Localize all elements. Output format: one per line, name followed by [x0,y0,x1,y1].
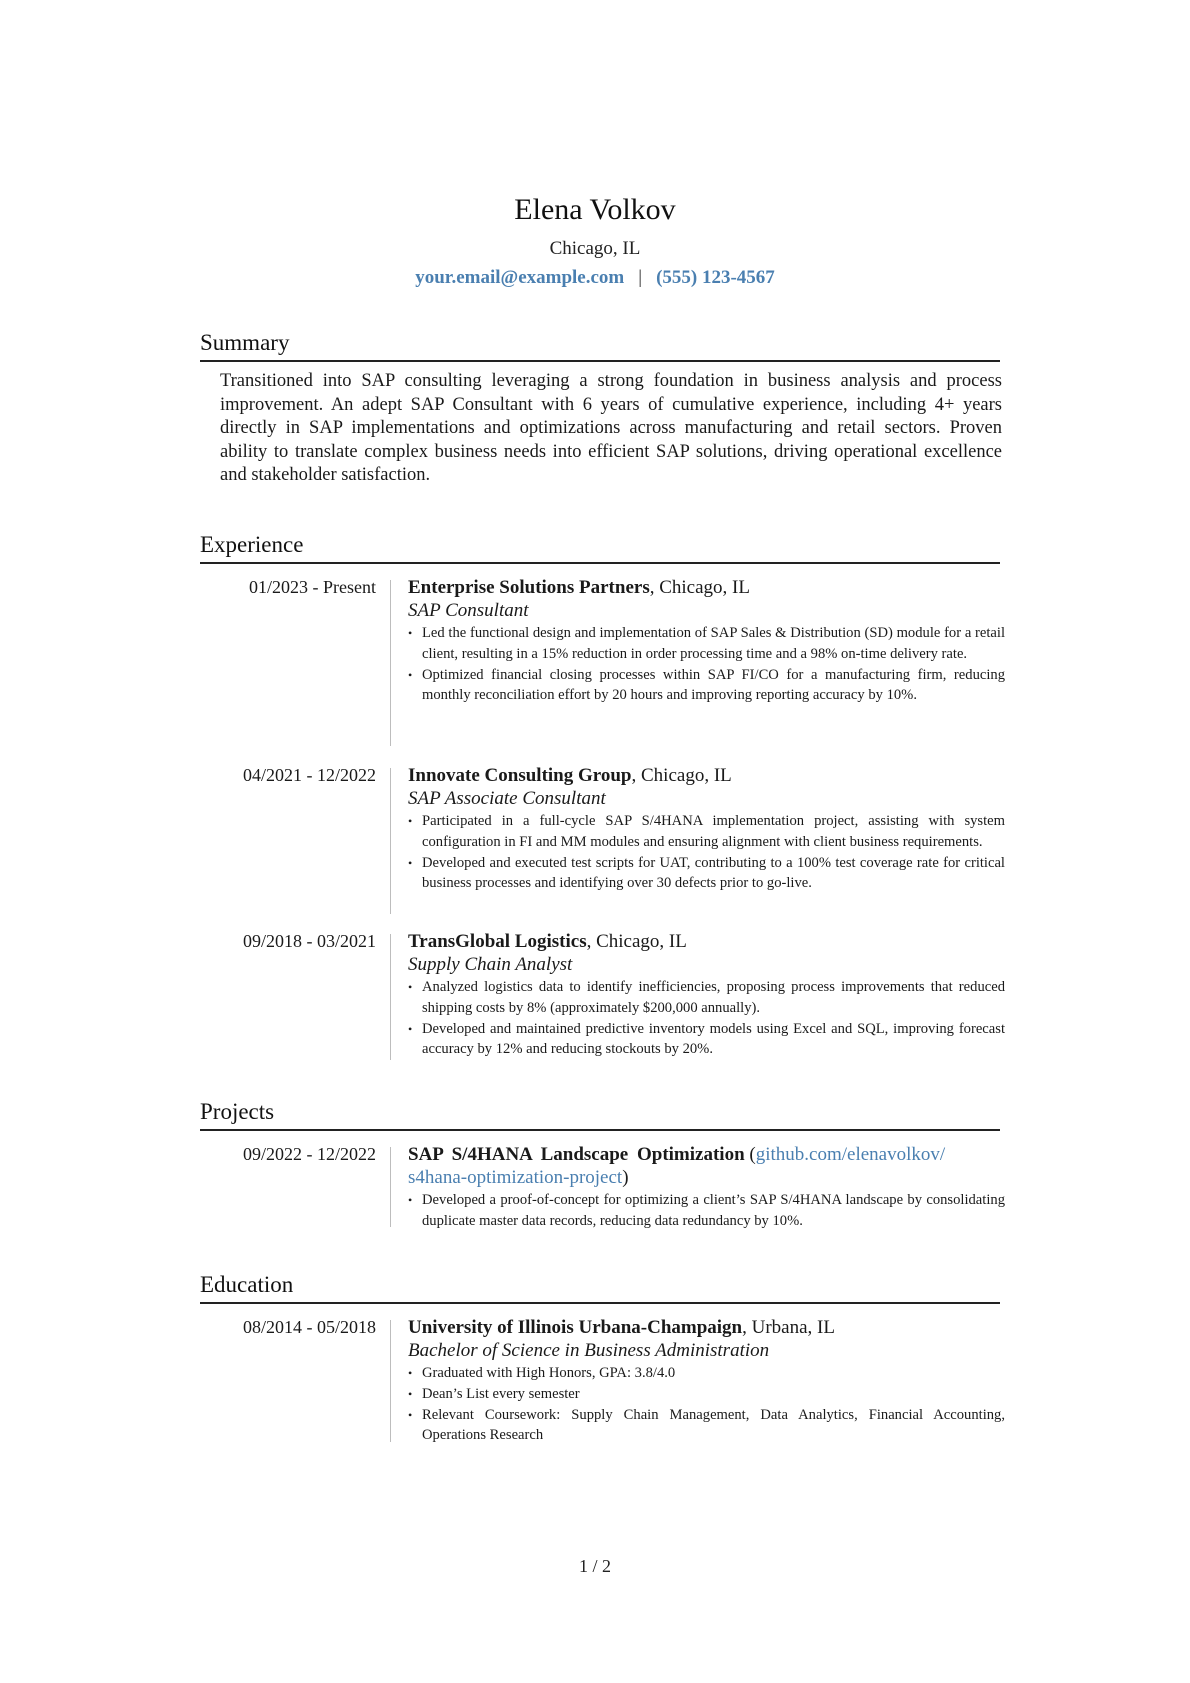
experience-entry [200,764,1005,914]
entry-body [408,1316,1005,1446]
project-link-open: ( [744,1144,756,1165]
entry-role: Supply Chain Analyst [408,954,573,975]
education-entry [200,1316,1005,1446]
entry-date: 01/2023 - Present [249,577,376,597]
candidate-name: Elena Volkov [514,193,676,226]
candidate-location: Chicago, IL [549,238,641,259]
entry-date: 09/2022 - 12/2022 [243,1144,376,1164]
entry-date: 08/2014 - 05/2018 [243,1317,376,1337]
project-name: SAP S/4HANA Landscape Optimization [408,1144,745,1165]
page-number: 1 / 2 [578,1556,611,1576]
resume-header [0,190,1190,292]
summary-text: Transitioned into SAP consulting leveraging a strong foundation in business analysis and process improvement. An adept SAP Consultant with 6 years of cumulative experience, including 4+ years directly in SAP implementations and optimizations across manufacturing and retail sectors. Proven ability to translate complex business needs into efficient SAP solutions, driving operational excellence and stakeholder satisfaction. [220,371,1002,485]
organization-name: Enterprise Solutions Partners [408,577,650,598]
entry-body [408,930,1005,1060]
school-location: , Urbana, IL [742,1317,835,1338]
project-title-line [408,1143,1005,1189]
bullet-item: • Dean’s List every semester [408,1384,1005,1405]
phone-link[interactable]: (555) 123-4567 [656,267,775,288]
entry-bullets [408,811,1005,894]
organization-location: , Chicago, IL [586,931,687,952]
organization-location: , Chicago, IL [649,577,750,598]
entry-organization [408,576,1005,599]
bullet-item: • Developed and executed test scripts for UAT, contributing to a 100% test coverage rate for critical business processes and identifying over 30 defects prior to go-live. [408,853,1005,895]
experience-heading: Experience [200,530,1000,564]
experience-entry [200,576,1005,746]
entry-date: 09/2018 - 03/2021 [243,931,376,951]
projects-heading: Projects [200,1097,1000,1131]
summary-heading: Summary [200,328,1000,362]
entry-bullets [408,1190,1005,1232]
entry-degree: Bachelor of Science in Business Administration [408,1340,770,1361]
bullet-item: • Graduated with High Honors, GPA: 3.8/4.0 [408,1363,1005,1384]
bullet-item: • Developed and maintained predictive inventory models using Excel and SQL, improving forecast accuracy by 12% and reducing stockouts by 20%. [408,1019,1005,1061]
education-heading: Education [200,1270,1000,1304]
project-entry [200,1143,1005,1243]
entry-organization [408,1316,1005,1339]
school-name: University of Illinois Urbana-Champaign [408,1317,743,1338]
entry-divider [390,1147,391,1227]
entry-body [408,576,1005,706]
entry-body [408,1143,1005,1232]
bullet-item: • Analyzed logistics data to identify inefficiencies, proposing process improvements that reduced shipping costs by 8% (approximately $200,000 annually). [408,977,1005,1019]
bullet-item: • Developed a proof-of-concept for optimizing a client’s SAP S/4HANA landscape by consolidating duplicate master data records, reducing data redundancy by 10%. [408,1190,1005,1232]
entry-bullets [408,623,1005,706]
bullet-item: • Led the functional design and implementation of SAP Sales & Distribution (SD) module for a retail client, resulting in a 15% reduction in order processing time and a 98% on-time delivery rate. [408,623,1005,665]
contact-separator: | [638,267,643,288]
entry-divider [390,768,391,914]
organization-location: , Chicago, IL [631,765,732,786]
entry-organization [408,930,1005,953]
experience-entry [200,930,1005,1060]
entry-role: SAP Associate Consultant [408,788,606,809]
entry-body [408,764,1005,894]
entry-role: SAP Consultant [408,600,529,621]
project-link-close: ) [622,1167,629,1188]
entry-divider [390,1320,391,1442]
project-link-continued[interactable]: s4hana-optimization-project [408,1167,623,1188]
bullet-item: • Participated in a full-cycle SAP S/4HANA implementation project, assisting with system configuration in FI and MM modules and ensuring alignment with client business requirements. [408,811,1005,853]
bullet-item: • Optimized financial closing processes within SAP FI/CO for a manufacturing firm, reducing monthly reconciliation effort by 20 hours and improving reporting accuracy by 10%. [408,665,1005,707]
entry-organization [408,764,1005,787]
entry-divider [390,580,391,746]
organization-name: Innovate Consulting Group [408,765,632,786]
entry-divider [390,934,391,1060]
contact-line [0,264,1190,292]
organization-name: TransGlobal Logistics [408,931,587,952]
email-link[interactable]: your.email@example.com [415,267,625,288]
entry-date: 04/2021 - 12/2022 [243,765,376,785]
entry-bullets [408,977,1005,1060]
project-link[interactable]: github.com/elenavolkov/ [755,1144,946,1165]
entry-bullets [408,1363,1005,1446]
bullet-item: • Relevant Coursework: Supply Chain Management, Data Analytics, Financial Accounting, Operations Research [408,1405,1005,1447]
